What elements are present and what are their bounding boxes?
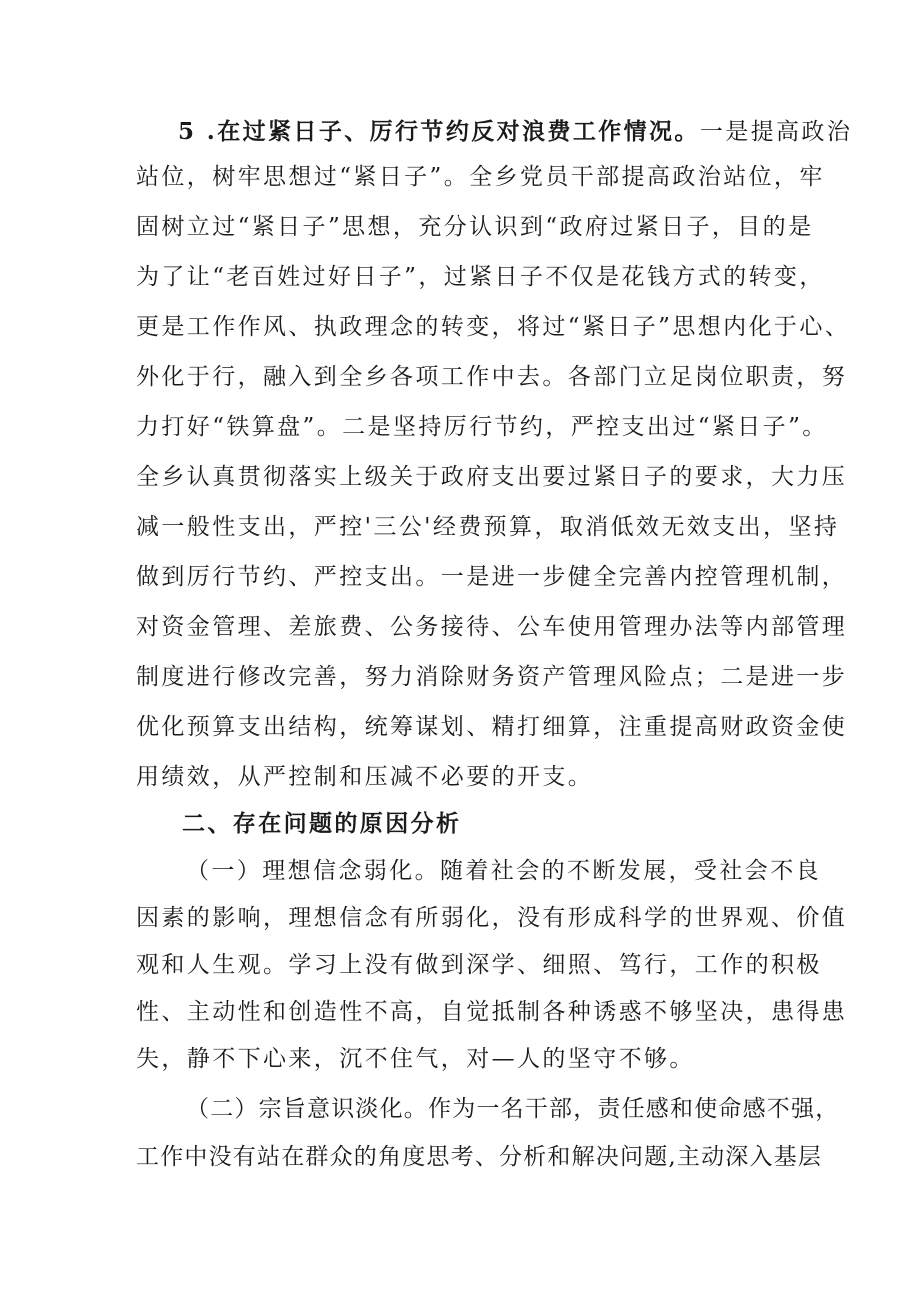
paragraph-line: 全乡认真贯彻落实上级关于政府支出要过紧日子的要求，大力压 xyxy=(136,464,848,490)
paragraph-line: 做到厉行节约、严控支出。一是进一步健全完善内控管理机制， xyxy=(136,564,848,590)
paragraph-line: 性、主动性和创造性不高，自觉抵制各种诱惑不够坚决，患得患 xyxy=(136,999,848,1025)
paragraph-line: 制度进行修改完善，努力消除财务资产管理风险点；二是进一步 xyxy=(136,664,848,690)
paragraph-line: 减一般性支出，严控'三公'经费预算，取消低效无效支出，坚持 xyxy=(136,514,840,540)
paragraph-line: 更是工作作风、执政理念的转变，将过“紧日子”思想内化于心、 xyxy=(136,314,851,340)
paragraph-line: 固树立过“紧日子”思想，充分认识到“政府过紧日子，目的是 xyxy=(136,214,814,240)
paragraph-line: 观和人生观。学习上没有做到深学、细照、笃行，工作的积极 xyxy=(136,952,822,978)
section5-first-line-rest: 一是提高政治 xyxy=(699,119,853,145)
paragraph-line: 站位，树牢思想过“紧日子”。全乡党员干部提高政治站位，牢 xyxy=(136,164,825,190)
paragraph-line: （二）宗旨意识淡化。作为一名干部，责任感和使命感不强， xyxy=(186,1096,840,1122)
paragraph-line: 为了让“老百姓过好日子”，过紧日子不仅是花钱方式的转变， xyxy=(136,264,825,290)
section5-lead-title: 5 .在过紧日子、厉行节约反对浪费工作情况。 xyxy=(178,118,700,145)
section5-first-line xyxy=(178,117,852,147)
paragraph-line: 工作中没有站在群众的角度思考、分析和解决问题,主动深入基层 xyxy=(136,1144,823,1170)
paragraph-line: 因素的影响，理想信念有所弱化，没有形成科学的世界观、价值 xyxy=(136,905,848,931)
paragraph-line: 用绩效，从严控制和压减不必要的开支。 xyxy=(136,764,594,790)
paragraph-line: 力打好“铁算盘”。二是坚持厉行节约，严控支出过“紧日子”。 xyxy=(136,414,828,440)
section-heading: 二、存在问题的原因分析 xyxy=(182,810,462,837)
paragraph-line: 失，静不下心来，沉不住气，对—人的坚守不够。 xyxy=(136,1046,695,1072)
paragraph-line: 优化预算支出结构，统筹谋划、精打细算，注重提高财政资金使 xyxy=(136,714,848,740)
paragraph-line: 对资金管理、差旅费、公务接待、公车使用管理办法等内部管理 xyxy=(136,614,848,640)
paragraph-line: （一）理想信念弱化。随着社会的不断发展，受社会不良 xyxy=(186,858,821,884)
paragraph-line: 外化于行，融入到全乡各项工作中去。各部门立足岗位职责，努 xyxy=(136,364,848,390)
